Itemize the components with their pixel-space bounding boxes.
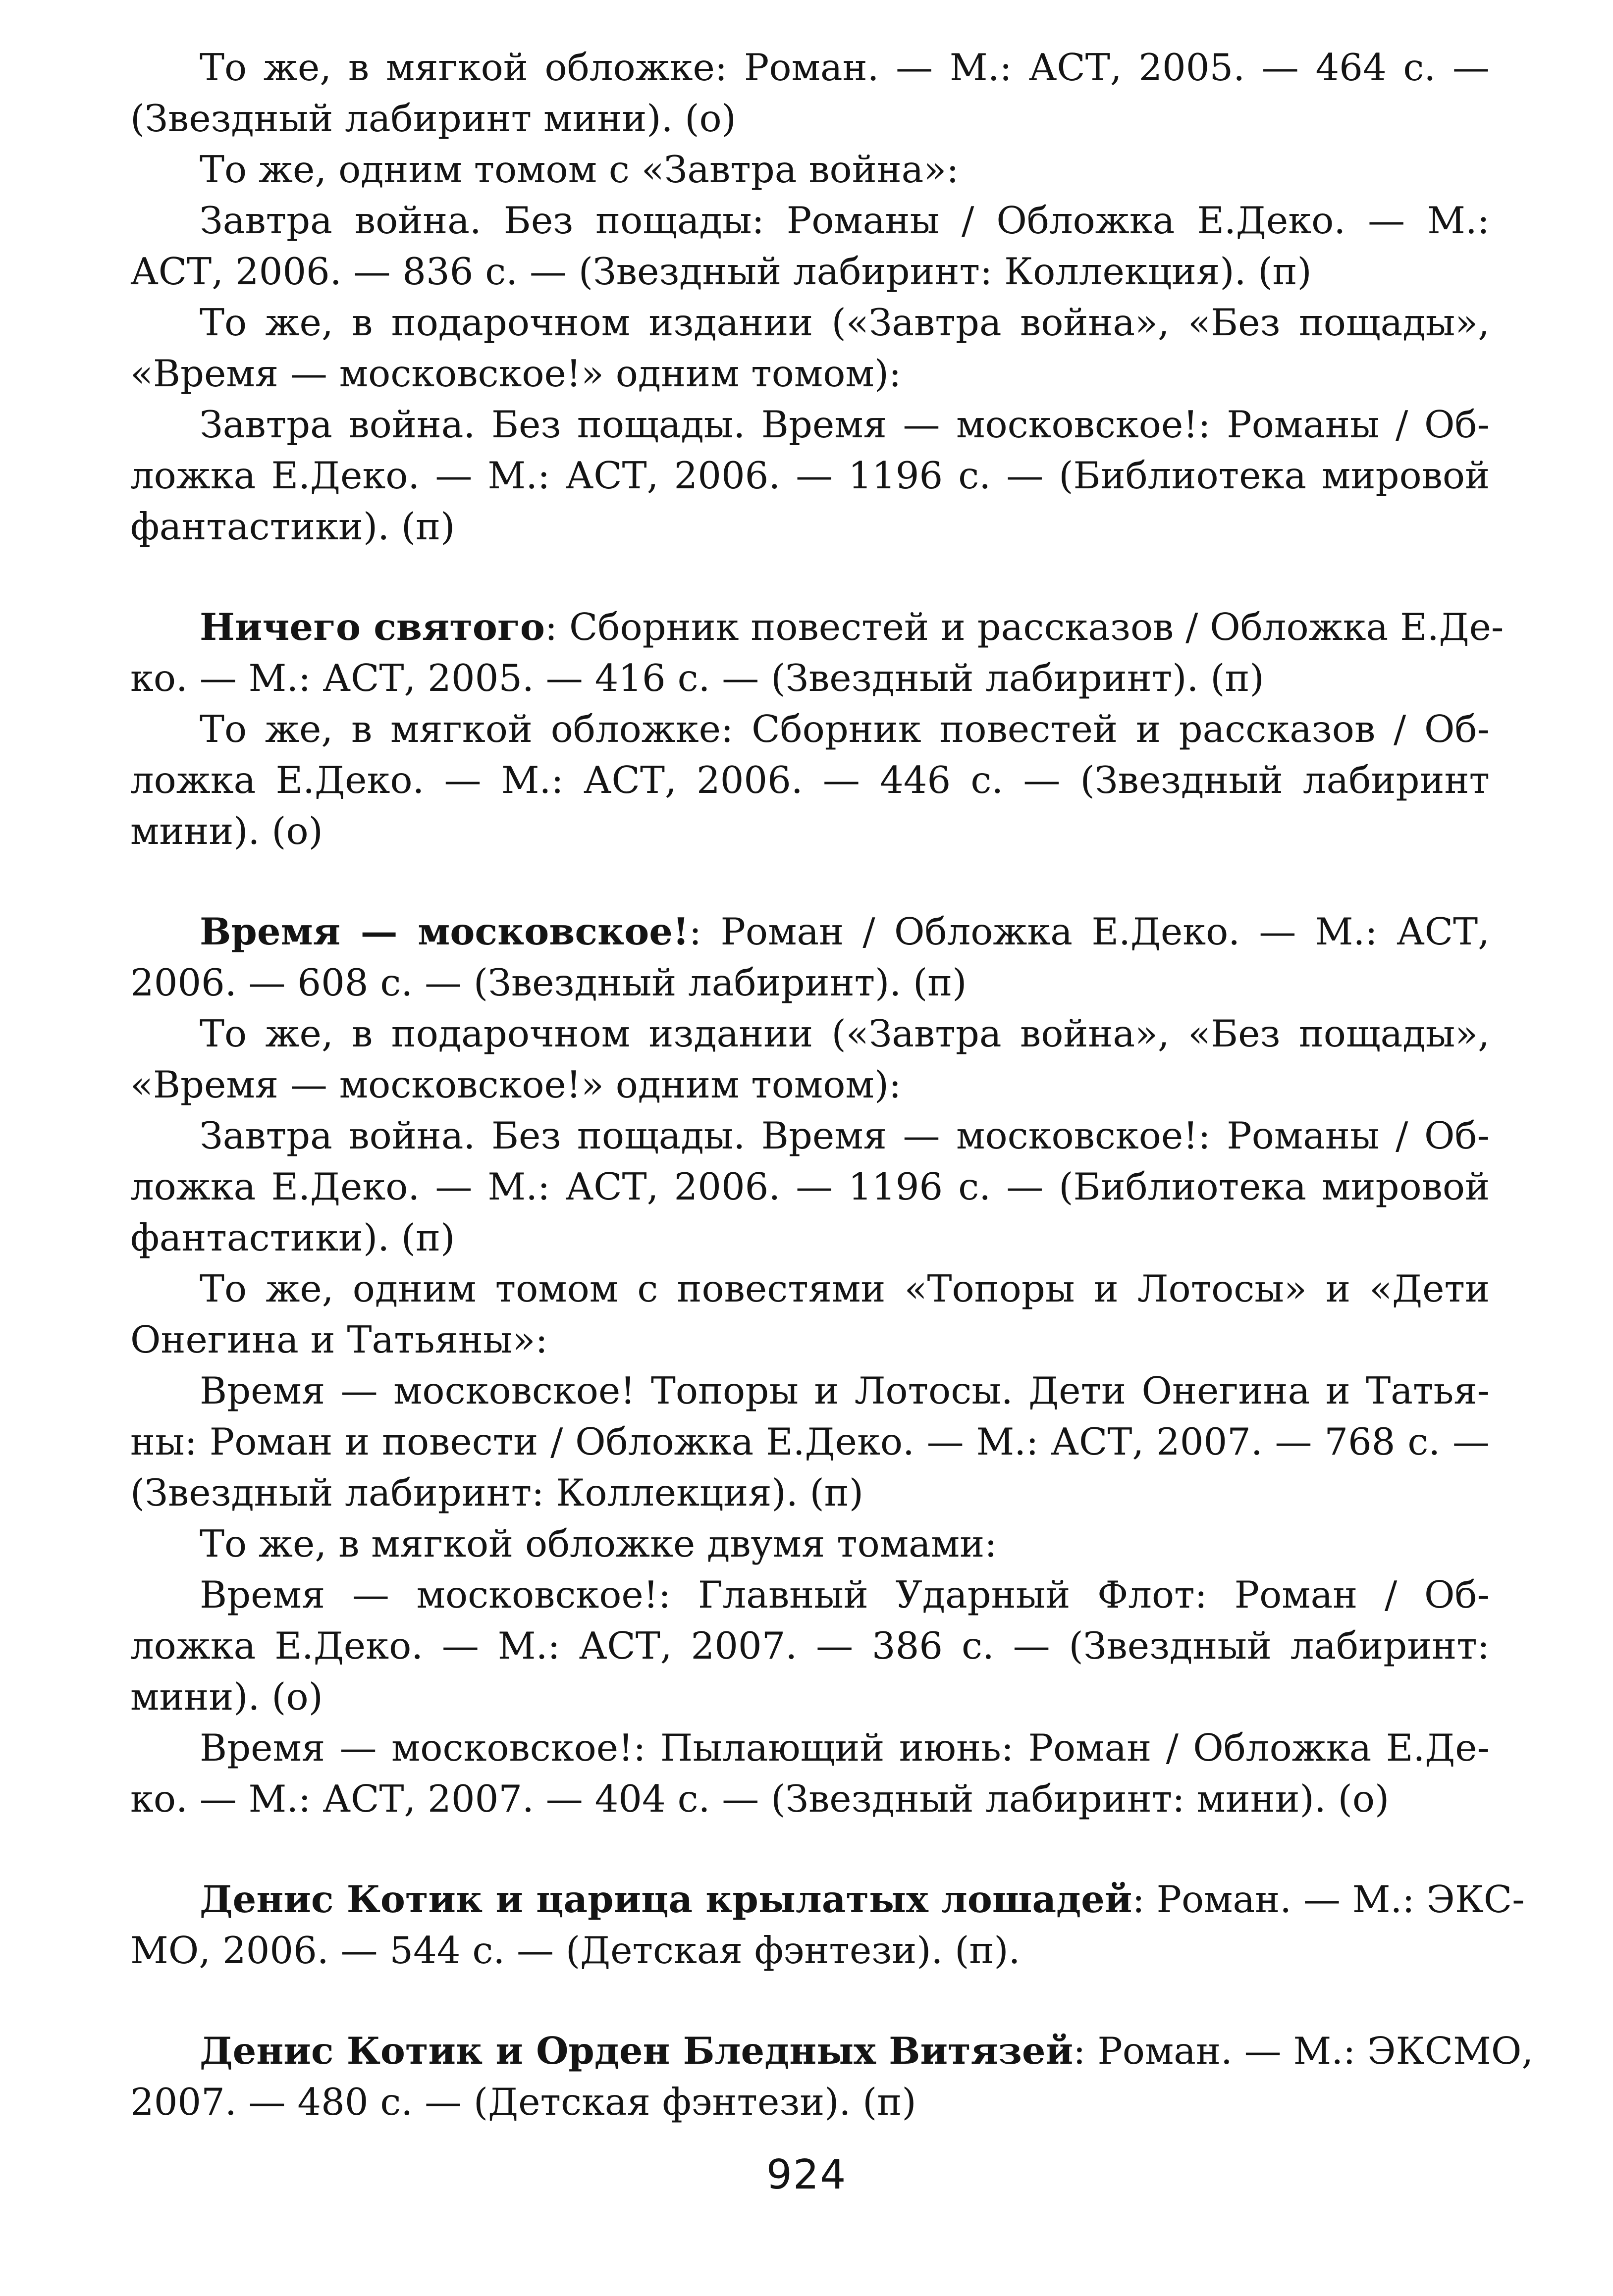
text-line	[130, 501, 1490, 552]
entry-text: мини). (о)	[130, 809, 323, 853]
entry-text: ложка Е.Деко. — М.: АСТ, 2007. — 386 с. — (Звездный лабиринт:	[130, 1624, 1490, 1668]
entry-text: : Роман. — М.: ЭКСМО,	[1073, 2029, 1534, 2073]
text-line	[130, 2077, 1490, 2128]
entry-title: Ничего святого	[200, 605, 545, 649]
text-line	[130, 1620, 1490, 1671]
text-line	[130, 957, 1490, 1008]
text-line	[130, 1365, 1490, 1416]
entry-text: Завтра война. Без пощады. Время — московское!: Романы / Об-	[200, 1114, 1490, 1157]
entry-text: То же, одним томом с повестями «Топоры и Лотосы» и «Дети	[200, 1267, 1490, 1310]
text-line	[130, 1314, 1490, 1365]
entry-title: Денис Котик и Орден Бледных Витязей	[200, 2029, 1074, 2073]
text-line	[130, 1774, 1490, 1825]
entry-text: (Звездный лабиринт мини). (о)	[130, 97, 736, 140]
entry-title: Денис Котик и царица крылатых лошадей	[200, 1878, 1132, 1921]
entry-text: ны: Роман и повести / Обложка Е.Деко. — М.: АСТ, 2007. — 768 с. —	[130, 1420, 1490, 1463]
entry-text: Завтра война. Без пощады. Время — московское!: Романы / Об-	[200, 403, 1490, 446]
text-line	[130, 399, 1490, 450]
entry-text: То же, в мягкой обложке: Роман. — М.: АСТ, 2005. — 464 с. —	[200, 46, 1490, 89]
text-line	[130, 1925, 1490, 1976]
entry-text: 2007. — 480 с. — (Детская фэнтези). (п)	[130, 2080, 916, 2124]
text-line	[130, 246, 1490, 297]
entry-text: Время — московское! Топоры и Лотосы. Дети Онегина и Татья-	[200, 1369, 1490, 1412]
text-line	[130, 1212, 1490, 1263]
text-line	[130, 1161, 1490, 1212]
entry-text: МО, 2006. — 544 с. — (Детская фэнтези). (п).	[130, 1929, 1021, 1972]
entry-text: АСТ, 2006. — 836 с. — (Звездный лабиринт: Коллекция). (п)	[130, 250, 1312, 293]
text-line	[130, 602, 1504, 653]
entry-text: «Время — московское!» одним томом):	[130, 352, 902, 395]
text-line	[130, 653, 1490, 704]
text-line	[130, 93, 1490, 144]
entry-text: фантастики). (п)	[130, 505, 455, 548]
text-line	[130, 806, 1490, 857]
text-line	[130, 1569, 1490, 1620]
text-line	[130, 1671, 1490, 1722]
text-line	[130, 1008, 1490, 1059]
text-line	[130, 1263, 1490, 1314]
entry-text: фантастики). (п)	[130, 1216, 455, 1259]
text-line	[130, 1416, 1490, 1467]
section-gap	[130, 857, 1490, 906]
entry-text: Время — московское!: Главный Ударный Флот: Роман / Об-	[200, 1573, 1490, 1617]
section-gap	[130, 1825, 1490, 1874]
text-line	[130, 1059, 1490, 1110]
text-line	[130, 1518, 1490, 1569]
entry-text: ко. — М.: АСТ, 2005. — 416 с. — (Звездный лабиринт). (п)	[130, 656, 1264, 700]
text-line	[130, 195, 1490, 246]
entry-text: То же, в подарочном издании («Завтра война», «Без пощады»,	[200, 1012, 1490, 1055]
entry-text: мини). (о)	[130, 1675, 323, 1719]
text-line	[130, 704, 1490, 755]
entry-text: : Роман. — М.: ЭКС-	[1132, 1878, 1525, 1921]
entry-text: То же, в подарочном издании («Завтра война», «Без пощады»,	[200, 301, 1490, 344]
section-gap	[130, 1976, 1490, 2026]
text-line	[130, 2026, 1534, 2077]
entry-text: Завтра война. Без пощады: Романы / Обложка Е.Деко. — М.:	[200, 199, 1490, 242]
text-line	[130, 1110, 1490, 1161]
text-line	[130, 42, 1490, 93]
entry-title: Время — московское!	[200, 910, 689, 953]
entry-text: ложка Е.Деко. — М.: АСТ, 2006. — 1196 с. — (Библиотека мировой	[130, 1165, 1490, 1208]
text-line	[130, 1467, 1490, 1518]
page-number: 924	[766, 2151, 847, 2198]
text-line	[130, 297, 1490, 348]
entry-text: То же, в мягкой обложке двумя томами:	[200, 1522, 997, 1565]
entry-text: То же, одним томом с «Завтра война»:	[200, 148, 959, 191]
entry-text: (Звездный лабиринт: Коллекция). (п)	[130, 1471, 864, 1514]
entry-text: ко. — М.: АСТ, 2007. — 404 с. — (Звездный лабиринт: мини). (о)	[130, 1777, 1390, 1821]
text-line	[130, 1874, 1525, 1925]
entry-text: : Сборник повестей и рассказов / Обложка Е.Де-	[544, 605, 1504, 649]
entry-text: То же, в мягкой обложке: Сборник повестей и рассказов / Об-	[200, 707, 1490, 751]
entry-text: «Время — московское!» одним томом):	[130, 1063, 902, 1106]
entry-text: Время — московское!: Пылающий июнь: Роман / Обложка Е.Де-	[200, 1726, 1490, 1770]
entry-text: Онегина и Татьяны»:	[130, 1318, 548, 1361]
document-page	[130, 42, 1534, 2128]
text-line	[130, 450, 1490, 501]
text-line	[130, 144, 1490, 195]
entry-text: 2006. — 608 с. — (Звездный лабиринт). (п)	[130, 961, 967, 1004]
section-gap	[130, 552, 1490, 602]
text-line	[130, 1722, 1490, 1774]
text-line	[130, 348, 1490, 399]
entry-text: : Роман / Обложка Е.Деко. — М.: АСТ,	[689, 910, 1490, 953]
entry-text: ложка Е.Деко. — М.: АСТ, 2006. — 446 с. — (Звездный лабиринт	[130, 758, 1490, 802]
text-line	[130, 906, 1490, 957]
text-line	[130, 755, 1490, 806]
entry-text: ложка Е.Деко. — М.: АСТ, 2006. — 1196 с. — (Библиотека мировой	[130, 454, 1490, 497]
